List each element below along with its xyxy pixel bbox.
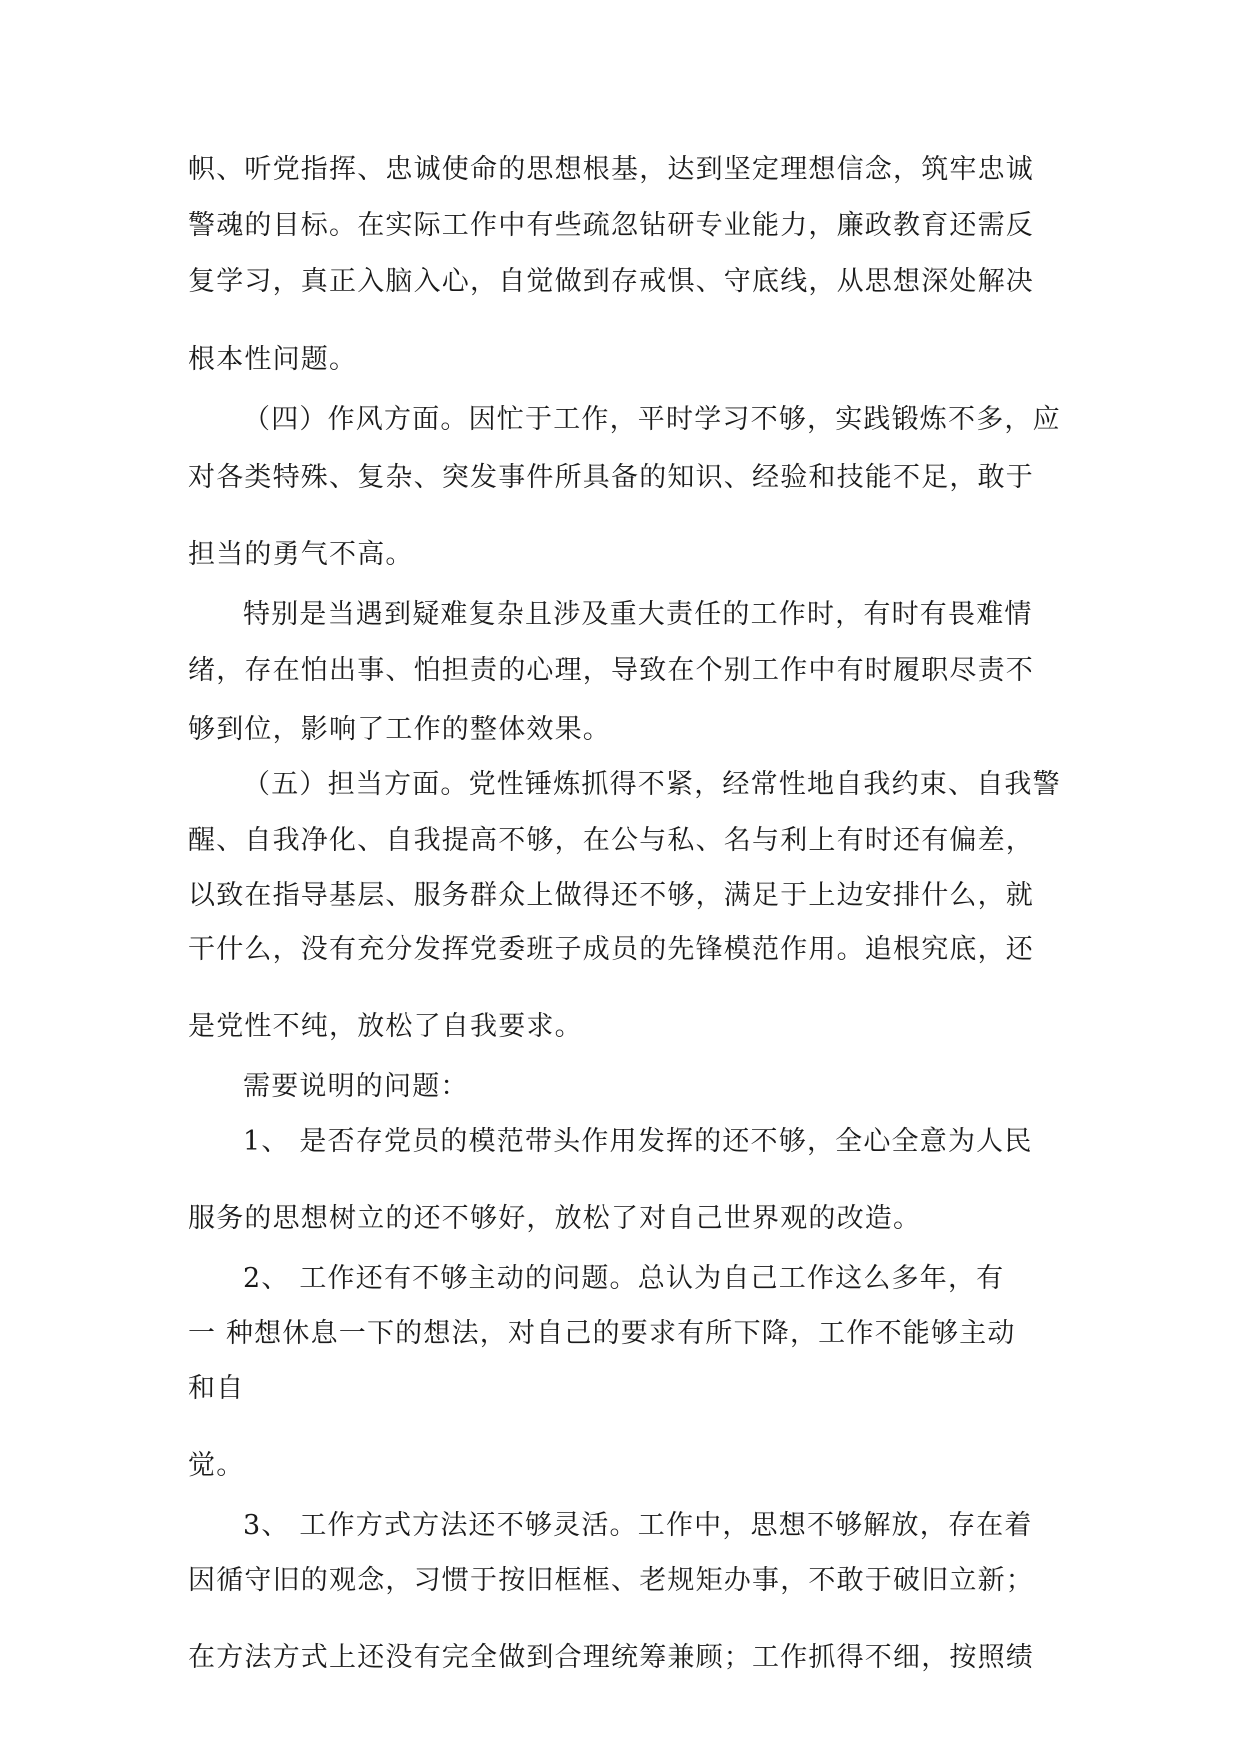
text-line: 因循守旧的观念，习惯于按旧框框、老规矩办事，不敢于破旧立新； bbox=[188, 1565, 1034, 1596]
numbered-item-line: 3、 工作方式方法还不够灵活。工作中，思想不够解放，存在着 bbox=[243, 1510, 1033, 1541]
text-line: 根本性问题。 bbox=[188, 344, 358, 375]
text-line: 复学习，真正入脑入心，自觉做到存戒惧、守底线，从思想深处解决 bbox=[188, 266, 1034, 297]
text-line: 绪，存在怕出事、怕担责的心理，导致在个别工作中有时履职尽责不 bbox=[188, 655, 1034, 686]
paragraph-first-line: 特别是当遇到疑难复杂且涉及重大责任的工作时，有时有畏难情 bbox=[243, 599, 1033, 630]
text-line: 对各类特殊、复杂、突发事件所具备的知识、经验和技能不足，敢于 bbox=[188, 462, 1034, 493]
text-line: 警魂的目标。在实际工作中有些疏忽钻研专业能力，廉政教育还需反 bbox=[188, 210, 1034, 241]
text-line: 是党性不纯，放松了自我要求。 bbox=[188, 1011, 583, 1042]
text-line: 觉。 bbox=[188, 1450, 245, 1481]
issues-heading: 需要说明的问题： bbox=[243, 1071, 469, 1102]
numbered-item-line: 2、 工作还有不够主动的问题。总认为自己工作这么多年，有 bbox=[243, 1263, 1005, 1294]
text-line: 担当的勇气不高。 bbox=[188, 539, 414, 570]
text-line: 够到位，影响了工作的整体效果。 bbox=[188, 714, 611, 745]
text-line: 帜、听党指挥、忠诚使命的思想根基，达到坚定理想信念，筑牢忠诚 bbox=[188, 154, 1034, 185]
text-line: 干什么，没有充分发挥党委班子成员的先锋模范作用。追根究底，还 bbox=[188, 934, 1034, 965]
text-line: 以致在指导基层、服务群众上做得还不够，满足于上边安排什么，就 bbox=[188, 880, 1034, 911]
section-heading-line: （四）作风方面。因忙于工作，平时学习不够，实践锻炼不多，应 bbox=[243, 404, 1061, 435]
text-line: 和自 bbox=[188, 1373, 245, 1404]
numbered-item-line: 1、 是否存党员的模范带头作用发挥的还不够，全心全意为人民 bbox=[243, 1126, 1033, 1157]
text-line: 醒、自我净化、自我提高不够，在公与私、名与利上有时还有偏差， bbox=[188, 825, 1034, 856]
text-line: 服务的思想树立的还不够好，放松了对自己世界观的改造。 bbox=[188, 1203, 922, 1234]
text-line: 一 种想休息一下的想法，对自己的要求有所下降，工作不能够主动 bbox=[188, 1318, 1016, 1349]
section-heading-line: （五）担当方面。党性锤炼抓得不紧，经常性地自我约束、自我警 bbox=[243, 769, 1061, 800]
text-line: 在方法方式上还没有完全做到合理统筹兼顾；工作抓得不细，按照绩 bbox=[188, 1642, 1034, 1673]
